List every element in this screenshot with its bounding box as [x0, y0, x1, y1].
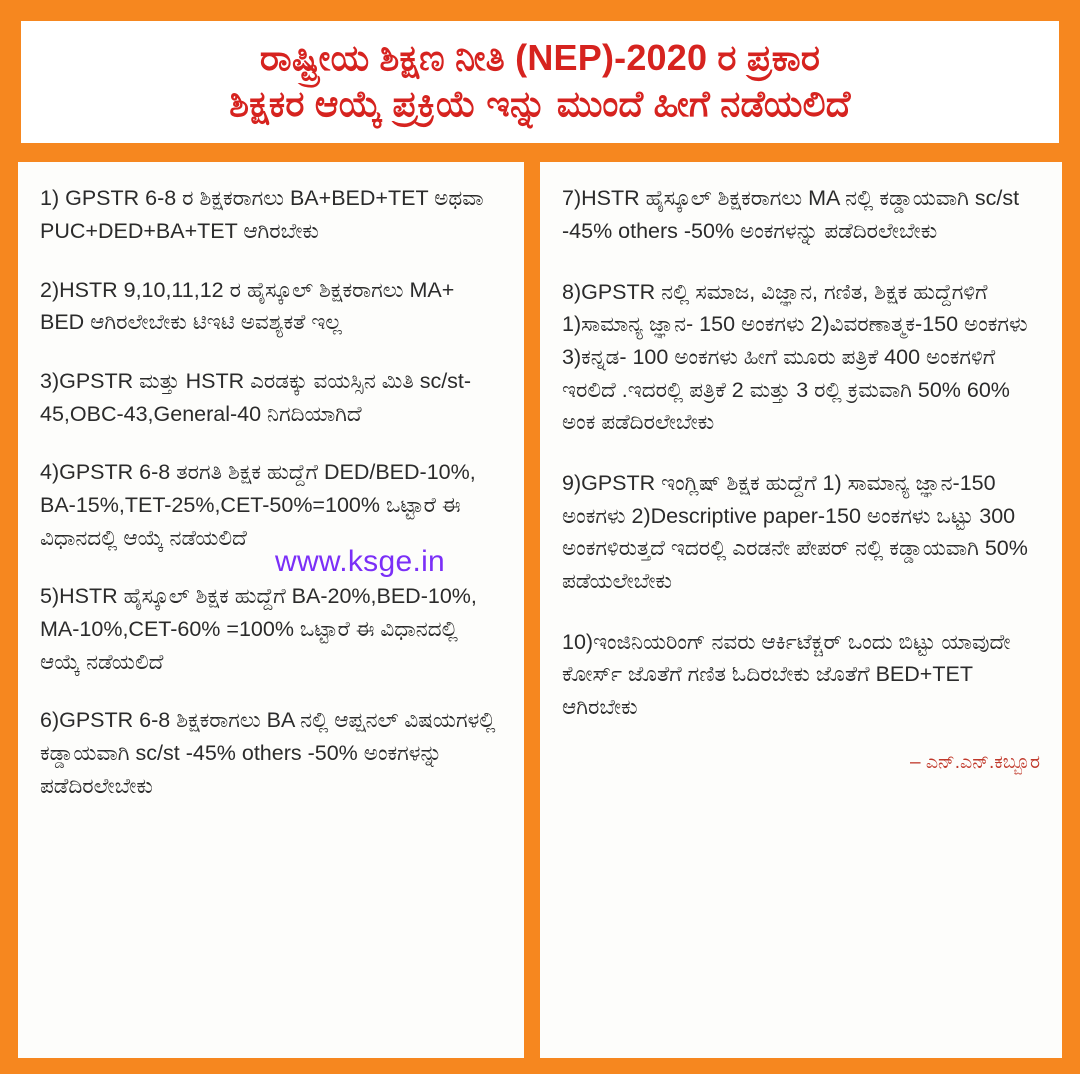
- content-columns: [18, 162, 1062, 1058]
- watermark: www.ksge.in: [275, 545, 446, 578]
- list-item: 7)HSTR ಹೈಸ್ಕೂಲ್ ಶಿಕ್ಷಕರಾಗಲು MA ನಲ್ಲಿ ಕಡ್ಡಾಯವಾಗಿ sc/st -45% others -50% ಅಂಕಗಳನ್ನು ಪಡೆದಿರಲೇಬೇಕು: [562, 186, 1020, 243]
- list-item: 9)GPSTR ಇಂಗ್ಲಿಷ್ ಶಿಕ್ಷಕ ಹುದ್ದೆಗೆ 1) ಸಾಮಾನ್ಯ ಜ್ಞಾನ-150 ಅಂಕಗಳು 2)Descriptive paper-150 ಅಂಕಗಳು ಒಟ್ಟು 300 ಅಂಕಗಳಿರುತ್ತದೆ ಇದರಲ್ಲಿ ಎರಡನೇ ಪೇಪರ್ ನಲ್ಲಿ ಕಡ್ಡಾಯವಾಗಿ 50% ಪಡೆಯಲೇಬೇಕು: [562, 470, 1028, 593]
- page-title-line-1: ರಾಷ್ಟ್ರೀಯ ಶಿಕ್ಷಣ ನೀತಿ (NEP)-2020 ರ ಪ್ರಕಾರ: [259, 37, 821, 78]
- list-item: 1) GPSTR 6-8 ರ ಶಿಕ್ಷಕರಾಗಲು BA+BED+TET ಅಥವಾ PUC+DED+BA+TET ಆಗಿರಬೇಕು: [40, 186, 484, 243]
- list-item: 8)GPSTR ನಲ್ಲಿ ಸಮಾಜ, ವಿಜ್ಞಾನ, ಗಣಿತ, ಶಿಕ್ಷಕ ಹುದ್ದೆಗಳಿಗೆ 1)ಸಾಮಾನ್ಯ ಜ್ಞಾನ- 150 ಅಂಕಗಳು 2)ವಿವರಣಾತ್ಮಕ-150 ಅಂಕಗಳು 3)ಕನ್ನಡ- 100 ಅಂಕಗಳು ಹೀಗೆ ಮೂರು ಪತ್ರಿಕೆ 400 ಅಂಕಗಳಿಗೆ ಇರಲಿದೆ .ಇದರಲ್ಲಿ ಪತ್ರಿಕೆ 2 ಮತ್ತು 3 ರಲ್ಲಿ ಕ್ರಮವಾಗಿ 50% 60% ಅಂಕ ಪಡೆದಿರಲೇಬೇಕು: [562, 279, 1028, 435]
- author-signature: – ಎನ್.ಎನ್.ಕಬ್ಬೂರ: [910, 751, 1040, 773]
- right-column: [540, 162, 1062, 1058]
- list-item: 4)GPSTR 6-8 ತರಗತಿ ಶಿಕ್ಷಕ ಹುದ್ದೆಗೆ DED/BED-10%, BA-15%,TET-25%,CET-50%=100% ಒಟ್ಟಾರೆ ಈ ವಿಧಾನದಲ್ಲಿ ಆಯ್ಕೆ ನಡೆಯಲಿದೆ: [40, 460, 476, 550]
- page-title-line-2: ಶಿಕ್ಷಕರ ಆಯ್ಕೆ ಪ್ರಕ್ರಿಯೆ ಇನ್ನು ಮುಂದೆ ಹೀಗೆ ನಡೆಯಲಿದೆ: [229, 83, 851, 125]
- poster-title-bar: [18, 18, 1062, 146]
- left-column: [18, 162, 524, 1058]
- list-item: 3)GPSTR ಮತ್ತು HSTR ಎರಡಕ್ಕು ವಯಸ್ಸಿನ ಮಿತಿ sc/st-45,OBC-43,General-40 ನಿಗದಿಯಾಗಿದೆ: [40, 368, 472, 426]
- list-item: 10)ಇಂಜಿನಿಯರಿಂಗ್ ನವರು ಆರ್ಕಿಟೆಕ್ಚರ್ ಒಂದು ಬಿಟ್ಟು ಯಾವುದೇ ಕೋರ್ಸ್ ಜೊತೆಗೆ ಗಣಿತ ಓದಿರಬೇಕು ಜೊತೆಗೆ BED+TET ಆಗಿರಬೇಕು: [562, 629, 1011, 719]
- list-item: 6)GPSTR 6-8 ಶಿಕ್ಷಕರಾಗಲು BA ನಲ್ಲಿ ಆಪ್ಷನಲ್ ವಿಷಯಗಳಲ್ಲಿ ಕಡ್ಡಾಯವಾಗಿ sc/st -45% others -50% ಅಂಕಗಳನ್ನು ಪಡೆದಿರಲೇಬೇಕು: [40, 708, 496, 798]
- list-item: 2)HSTR 9,10,11,12 ರ ಹೈಸ್ಕೂಲ್ ಶಿಕ್ಷಕರಾಗಲು MA+ BED ಆಗಿರಲೇಬೇಕು ಟಿಇಟಿ ಅವಶ್ಯಕತೆ ಇಲ್ಲ: [40, 277, 455, 335]
- list-item: 5)HSTR ಹೈಸ್ಕೂಲ್ ಶಿಕ್ಷಕ ಹುದ್ದೆಗೆ BA-20%,BED-10%, MA-10%,CET-60% =100% ಒಟ್ಟಾರೆ ಈ ವಿಧಾನದಲ್ಲಿ ಆಯ್ಕೆ ನಡೆಯಲಿದೆ: [40, 584, 477, 674]
